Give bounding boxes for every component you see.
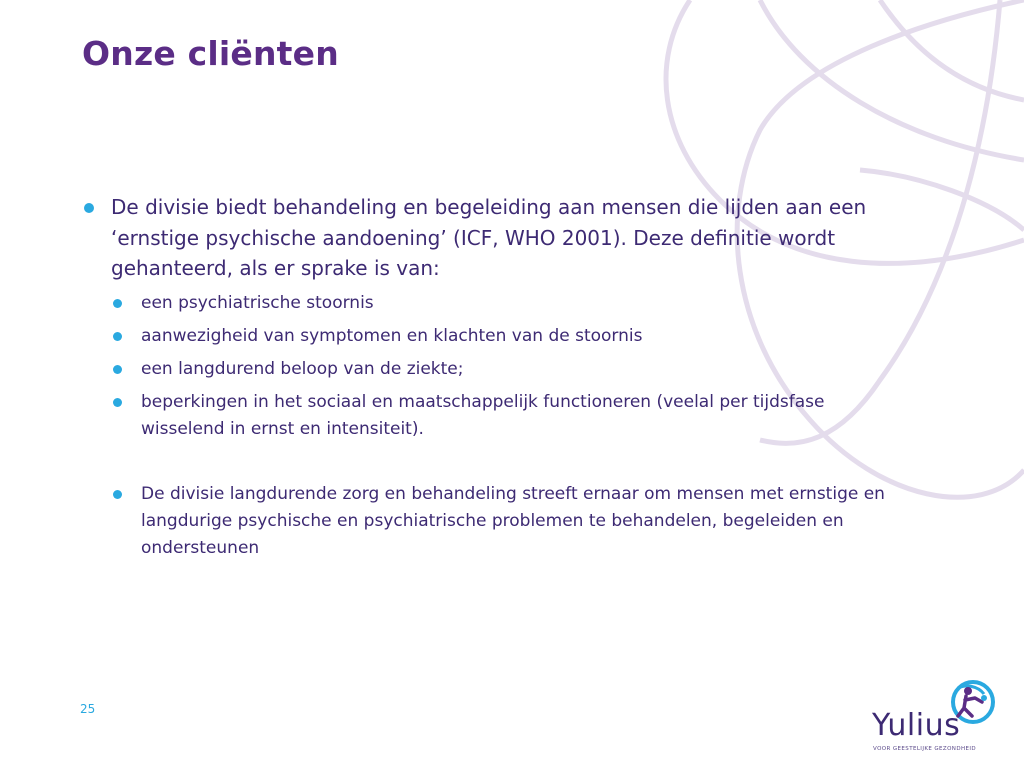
list-item-text: een psychiatrische stoornis xyxy=(141,292,374,313)
logo-wordmark: Yulius xyxy=(872,708,961,743)
list-item-text: De divisie langdurende zorg en behandeling streeft ernaar om mensen met ernstige en langdurige psychische en psychiatrische problemen te behandelen, begeleiden en ondersteunen xyxy=(141,483,885,558)
list-item-text: De divisie biedt behandeling en begeleiding aan mensen die lijden aan een ‘ernstige psychische aandoening’ (ICF, WHO 2001). Deze definitie wordt gehanteerd, als er sprake is van: xyxy=(111,195,867,280)
slide-title: Onze cliënten xyxy=(82,34,339,73)
list-item xyxy=(82,290,912,317)
bullet-icon xyxy=(113,398,122,407)
list-item xyxy=(82,356,912,383)
bullet-icon xyxy=(113,365,122,374)
list-item xyxy=(82,389,912,443)
list-item xyxy=(82,481,912,562)
bullet-icon xyxy=(84,203,94,213)
list-item-text: een langdurend beloop van de ziekte; xyxy=(141,358,464,379)
bullet-icon xyxy=(113,490,122,499)
bullet-list xyxy=(82,192,912,562)
bullet-icon xyxy=(113,332,122,341)
bullet-icon xyxy=(113,299,122,308)
list-item-text: beperkingen in het sociaal en maatschappelijk functioneren (veelal per tijdsfase wisselend in ernst en intensiteit). xyxy=(141,391,825,439)
logo-tagline: VOOR GEESTELIJKE GEZONDHEID xyxy=(873,746,977,752)
list-item xyxy=(82,192,912,284)
list-item-text: aanwezigheid van symptomen en klachten van de stoornis xyxy=(141,325,643,346)
list-item xyxy=(82,323,912,350)
page-number: 25 xyxy=(80,702,96,716)
yulius-logo xyxy=(868,678,998,758)
